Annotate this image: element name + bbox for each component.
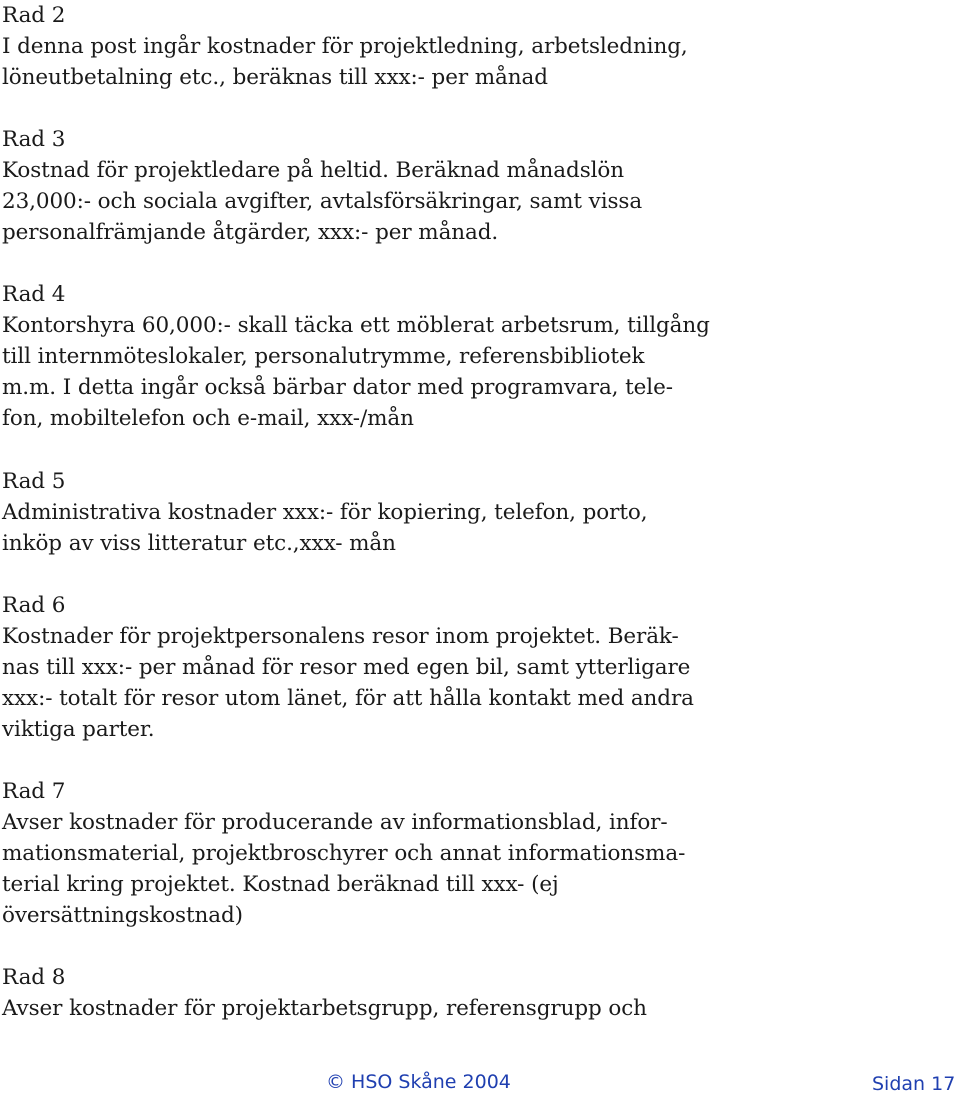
body-line: nas till xxx:- per månad för resor med egen bil, samt ytterligare (2, 655, 691, 680)
section-rad-5 (2, 466, 952, 559)
section-rad-2 (2, 0, 952, 93)
body-line: I denna post ingår kostnader för projektledning, arbetsledning, (2, 34, 688, 59)
body-line: inköp av viss litteratur etc.,xxx- mån (2, 531, 396, 556)
body-line: Avser kostnader för projektarbetsgrupp, referensgrupp och (2, 996, 647, 1021)
section-heading: Rad 2 (2, 3, 66, 28)
section-heading: Rad 4 (2, 282, 66, 307)
body-line: Kontorshyra 60,000:- skall täcka ett möblerat arbetsrum, tillgång (2, 313, 710, 338)
section-heading: Rad 6 (2, 593, 66, 618)
section-rad-6 (2, 590, 952, 745)
section-heading: Rad 7 (2, 779, 66, 804)
section-heading: Rad 5 (2, 469, 66, 494)
section-heading: Rad 3 (2, 127, 66, 152)
body-line: översättningskostnad) (2, 903, 243, 928)
page-footer (0, 1068, 960, 1096)
section-rad-8 (2, 962, 952, 1024)
body-line: till internmöteslokaler, personalutrymme, referensbibliotek (2, 344, 645, 369)
body-line: löneutbetalning etc., beräknas till xxx:- per månad (2, 65, 548, 90)
body-line: Kostnader för projektpersonalens resor inom projektet. Beräk- (2, 624, 679, 649)
body-line: viktiga parter. (2, 717, 155, 742)
body-line: Administrativa kostnader xxx:- för kopiering, telefon, porto, (2, 500, 648, 525)
body-line: terial kring projektet. Kostnad beräknad till xxx- (ej (2, 872, 559, 897)
page-number: Sidan 17 (872, 1073, 956, 1095)
section-rad-7 (2, 776, 952, 931)
body-line: mationsmaterial, projektbroschyrer och annat informationsma- (2, 841, 686, 866)
body-line: Kostnad för projektledare på heltid. Beräknad månadslön (2, 158, 624, 183)
body-line: Avser kostnader för producerande av informationsblad, infor- (2, 810, 668, 835)
body-line: personalfrämjande åtgärder, xxx:- per månad. (2, 220, 499, 245)
body-line: 23,000:- och sociala avgifter, avtalsförsäkringar, samt vissa (2, 189, 643, 214)
body-line: m.m. I detta ingår också bärbar dator med programvara, tele- (2, 375, 673, 400)
body-line: xxx:- totalt för resor utom länet, för att hålla kontakt med andra (2, 686, 694, 711)
section-heading: Rad 8 (2, 965, 66, 990)
body-line: fon, mobiltelefon och e-mail, xxx-/mån (2, 406, 414, 431)
section-rad-3 (2, 124, 952, 248)
section-rad-4 (2, 279, 952, 434)
copyright-notice: © HSO Skåne 2004 (326, 1071, 511, 1093)
